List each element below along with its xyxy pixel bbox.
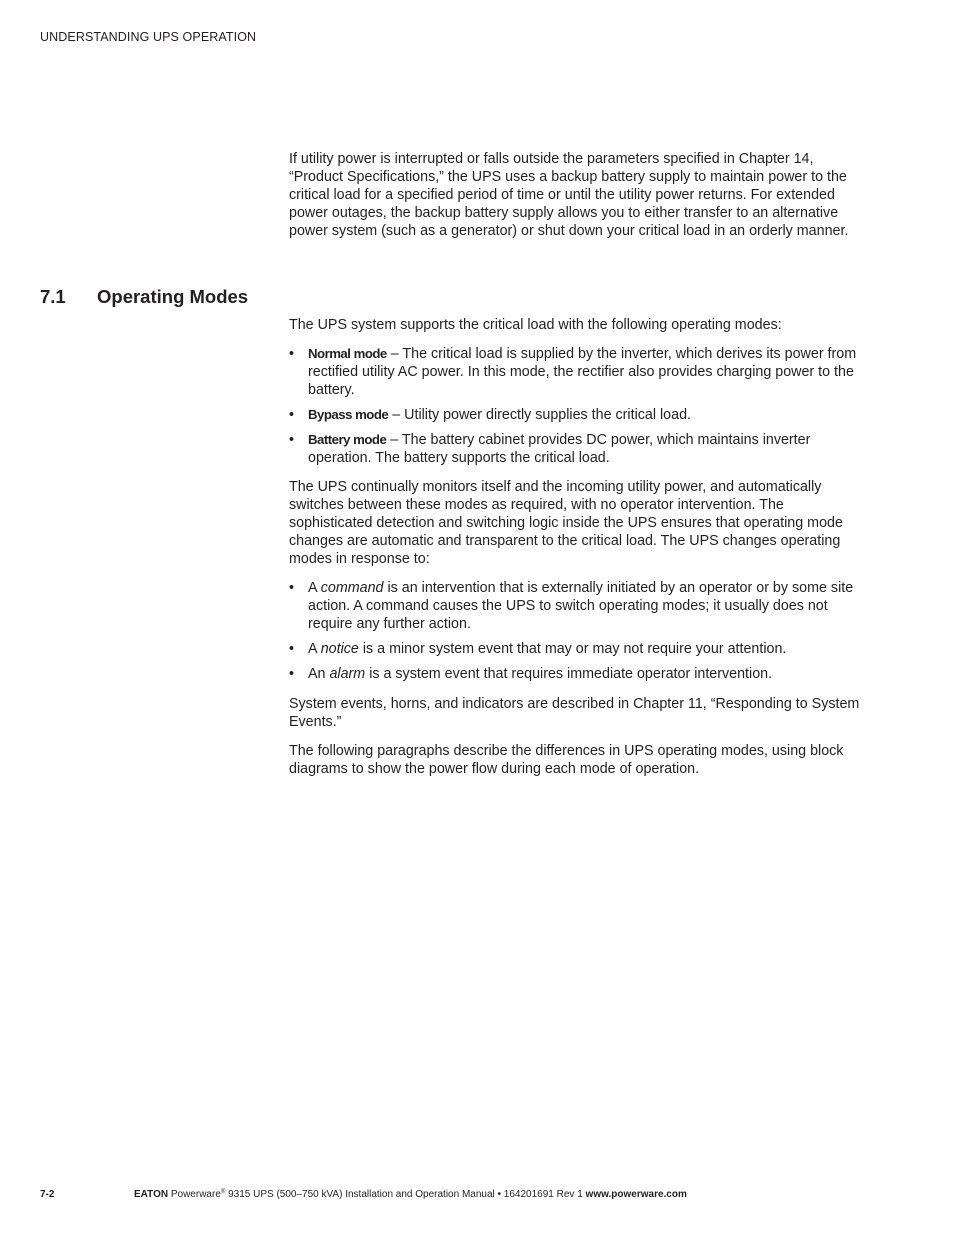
closing-paragraph: The following paragraphs describe the differences in UPS operating modes, using block diagrams to show the power flow during each mode of operation.: [289, 743, 844, 777]
mode-term: Normal mode: [308, 346, 387, 361]
mode-description: – The battery cabinet provides DC power, which maintains inverter operation. The battery supports the critical load.: [308, 432, 811, 466]
list-item-normal-mode: [289, 345, 861, 399]
registered-mark: ®: [220, 1189, 226, 1195]
footer-website: www.powerware.com: [585, 1189, 687, 1200]
event-description: is a system event that requires immediate operator intervention.: [365, 666, 773, 682]
page-number: 7-2: [40, 1189, 55, 1200]
footer-product: Powerware: [168, 1189, 221, 1200]
events-paragraph: System events, horns, and indicators are described in Chapter 11, “Responding to System Events.”: [289, 696, 860, 730]
section-body: [289, 316, 861, 778]
list-item-battery-mode: [289, 431, 861, 467]
mode-description: – Utility power directly supplies the critical load.: [388, 407, 692, 423]
mode-term: Bypass mode: [308, 407, 389, 422]
section-title: Operating Modes: [97, 286, 249, 307]
list-item-alarm: [289, 665, 861, 683]
system-events-list: [289, 579, 861, 683]
footer-manual-title: 9315 UPS (500–750 kVA) Installation and Operation Manual • 164201691 Rev 1: [225, 1189, 586, 1200]
footer-brand: EATON: [134, 1189, 169, 1200]
event-description: is an intervention that is externally initiated by an operator or by some site action. A command causes the UPS to switch operating modes; it usually does not require any further action.: [308, 580, 854, 632]
list-item-notice: [289, 640, 861, 658]
event-term: command: [320, 580, 384, 596]
mode-term: Battery mode: [308, 432, 387, 447]
event-prefix: A: [308, 580, 321, 596]
event-prefix: A: [308, 641, 321, 657]
lead-paragraph: The UPS system supports the critical load with the following operating modes:: [289, 317, 782, 333]
event-description: is a minor system event that may or may not require your attention.: [358, 641, 787, 657]
list-item-command: [289, 579, 861, 633]
mode-description: – The critical load is supplied by the inverter, which derives its power from rectified utility AC power. In this mode, the rectifier also provides charging power to the battery.: [308, 346, 857, 398]
operating-modes-list: [289, 345, 861, 467]
section-number: 7.1: [40, 286, 66, 307]
list-item-bypass-mode: [289, 406, 861, 424]
intro-section: [289, 150, 861, 240]
monitor-paragraph: The UPS continually monitors itself and the incoming utility power, and automatically switches between these modes as required, with no operator intervention. The sophisticated detection and switching logic inside the UPS ensures that operating mode changes are automatic and transparent to the critical load. The UPS changes operating modes in response to:: [289, 479, 843, 567]
event-term: notice: [320, 641, 359, 657]
section-heading: [40, 286, 248, 308]
running-head: UNDERSTANDING UPS OPERATION: [40, 30, 257, 44]
intro-paragraph: If utility power is interrupted or falls outside the parameters specified in Chapter 14, “Product Specifications,” the UPS uses a backup battery supply to maintain power to the critical load for a specified period of time or until the utility power returns. For extended power outages, the backup battery supply allows you to either transfer to an alternative power system (such as a generator) or shut down your critical load in an orderly manner.: [289, 151, 849, 239]
event-prefix: An: [308, 666, 330, 682]
event-term: alarm: [329, 666, 366, 682]
footer-title: [134, 1189, 687, 1200]
